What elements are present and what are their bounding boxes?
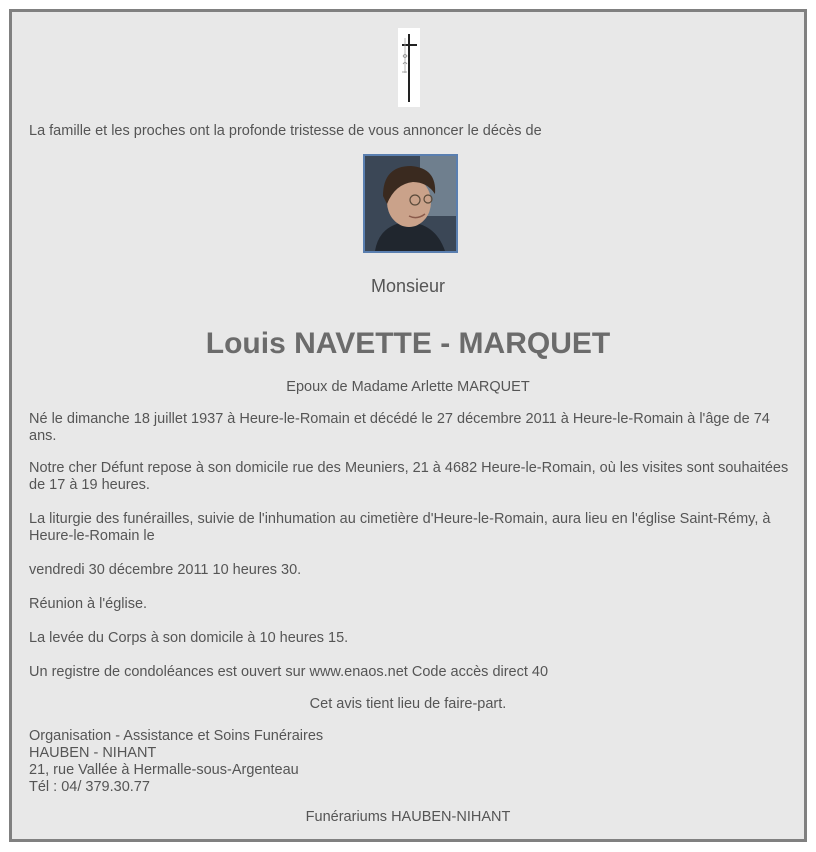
visit-text: Notre cher Défunt repose à son domicile rue des Meuniers, 21 à 4682 Heure-le-Romain, où les visites sont souhaitées de 17 à 19 heures. <box>29 460 789 493</box>
intro-text: La famille et les proches ont la profonde tristesse de vous annoncer le décès de <box>29 123 542 139</box>
organisation-line: Organisation - Assistance et Soins Funéraires <box>29 728 324 744</box>
liturgy-text: La liturgie des funérailles, suivie de l'inhumation au cimetière d'Heure-le-Romain, aura lieu en l'église Saint-Rémy, à Heure-le-Romain le <box>29 511 771 544</box>
organisation-phone: Tél : 04/ 379.30.77 <box>29 779 150 795</box>
organisation-block <box>29 728 789 796</box>
organisation-address: 21, rue Vallée à Hermalle-sous-Argenteau <box>29 762 299 778</box>
organisation-name: HAUBEN - NIHANT <box>29 745 157 761</box>
levee-text: La levée du Corps à son domicile à 10 heures 15. <box>29 630 349 646</box>
register-text: Un registre de condoléances est ouvert sur www.enaos.net Code accès direct 40 <box>29 664 549 680</box>
title-text: Monsieur <box>370 276 446 296</box>
meeting-text: Réunion à l'église. <box>29 596 148 612</box>
ceremony-date: vendredi 30 décembre 2011 10 heures 30. <box>29 562 302 578</box>
portrait-photo <box>363 154 458 253</box>
deceased-name: Louis NAVETTE - MARQUET <box>205 327 611 360</box>
obituary-frame <box>9 9 807 842</box>
birth-death-text: Né le dimanche 18 juillet 1937 à Heure-le-Romain et décédé le 27 décembre 2011 à Heure-le-Romain à l'âge de 74 ans. <box>29 411 770 444</box>
spouse-text: Epoux de Madame Arlette MARQUET <box>286 379 530 395</box>
cross-icon <box>398 28 420 107</box>
faire-part-text: Cet avis tient lieu de faire-part. <box>309 696 507 712</box>
footer-text: Funérariums HAUBEN-NIHANT <box>305 809 511 825</box>
